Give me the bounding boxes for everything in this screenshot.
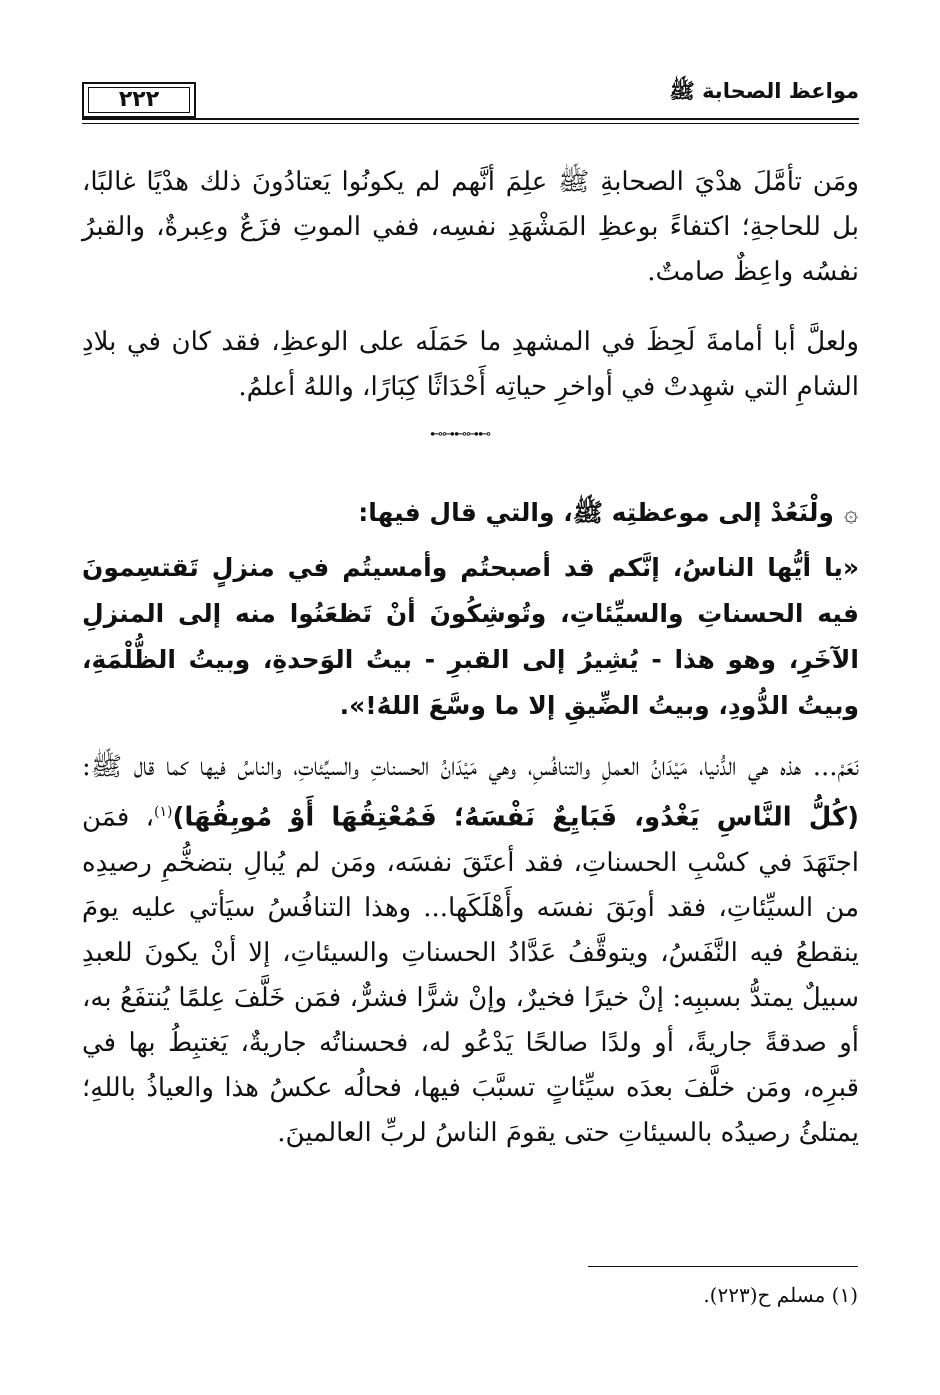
page-header bbox=[82, 78, 859, 124]
running-title: مواعظ الصحابة ﷺ bbox=[669, 79, 859, 103]
hadith-quote: «يا أيُّها الناسُ، إنَّكم قد أصبحتُم وأمسيتُم في منزلٍ تَقتسِمونَ فيه الحسناتِ والسيِّئاتِ، وتُوشِكُونَ أنْ تَظعَنُوا منه إلى المنزلِ الآخَرِ، وهو هذا - يُشِيرُ إلى القبرِ - بيتُ الوَحدةِ، وبيتُ الظُّلْمَةِ، وبيتُ الدُّودِ، وبيتُ الضِّيقِ إلا ما وسَّعَ اللهُ!». bbox=[82, 553, 859, 720]
footnote-ref[interactable]: (١) bbox=[153, 804, 173, 820]
header-rule bbox=[82, 118, 859, 120]
paragraph-3-start: نَعَمْ... هذه هي الدُّنيا، مَيْدَانُ العملِ والتنافُسِ، وهي مَيْدَانُ الحسناتِ والسيِّئاتِ، والناسُ فيها كما قال ﷺ: bbox=[82, 752, 859, 782]
paragraph-3-rest: ، فمَن اجتَهَدَ في كسْبِ الحسناتِ، فقد أعتَقَ نفسَه، ومَن لم يُبالِ بتضخُّمِ رصيدِه من السيِّئاتِ، فقد أوبَقَ نفسَه وأَهْلَكَها... وهذا التنافُسُ سيَأتي عليه يومَ ينقطعُ فيه النَّفَسُ، ويتوقَّفُ عَدَّادُ الحسناتِ والسيئاتِ، إلا أنْ يكونَ للعبدِ سبيلٌ يمتدُّ بسببِه: إنْ خيرًا فخيرٌ، وإنْ شرًّا فشرٌّ، فمَن خَلَّفَ عِلمًا يُنتفَعُ به، أو صدقةً جاريةً، أو ولدًا صالحًا يَدْعُو له، فحسناتُه جاريةٌ، يَغتبِطُ بها في قبرِه، ومَن خلَّفَ بعدَه سيِّئاتٍ تسبَّبَ فيها، فحالُه عكسُ هذا والعياذُ باللهِ؛ يمتلئُ رصيدُه بالسيئاتِ حتى يقومَ الناسُ لربِّ العالمينَ. bbox=[82, 802, 859, 1148]
heading-text: ولْنَعُدْ إلى موعظتِه ﷺ، والتي قال فيها: bbox=[358, 498, 834, 527]
heading-bullet-icon: ۞ bbox=[843, 499, 858, 527]
paragraph-2: ولعلَّ أبا أمامةَ لَحِظَ في المشهدِ ما حَمَلَه على الوعظِ، فقد كان في بلادِ الشامِ التي شهِدتْ في أواخرِ حياتِه أَحْدَاثًا كِبَارًا، واللهُ أعلمُ. bbox=[82, 327, 859, 402]
header-rule-thin bbox=[82, 123, 859, 124]
hadith-inline-bold: (كُلُّ النَّاسِ يَغْدُو، فَبَايِعٌ نَفْسَهُ؛ فَمُعْتِقُهَا أَوْ مُوبِقُهَا) bbox=[172, 802, 859, 833]
footnote: (١) مسلم ح(٢٢٣). bbox=[703, 1283, 858, 1307]
section-heading bbox=[81, 493, 858, 533]
paragraph-1: ومَن تأمَّلَ هدْيَ الصحابةِ ﷺ علِمَ أنَّهم لم يكونُوا يَعتادُونَ ذلك هدْيًا غالبًا، بل للحاجةِ؛ اكتفاءً بوعظِ المَشْهَدِ نفسِه، ففي الموتِ فزَعٌ وعِبرةٌ، والقبرُ نفسُه واعِظٌ صامتٌ. bbox=[82, 167, 859, 287]
paragraph-3 bbox=[82, 745, 859, 1156]
page-number-text: ٢٢٢ bbox=[118, 87, 160, 112]
footnote-rule bbox=[588, 1266, 858, 1267]
page-number bbox=[82, 82, 196, 118]
section-divider-ornament: ⊷⊶⊷⊶⊷ bbox=[430, 427, 490, 442]
